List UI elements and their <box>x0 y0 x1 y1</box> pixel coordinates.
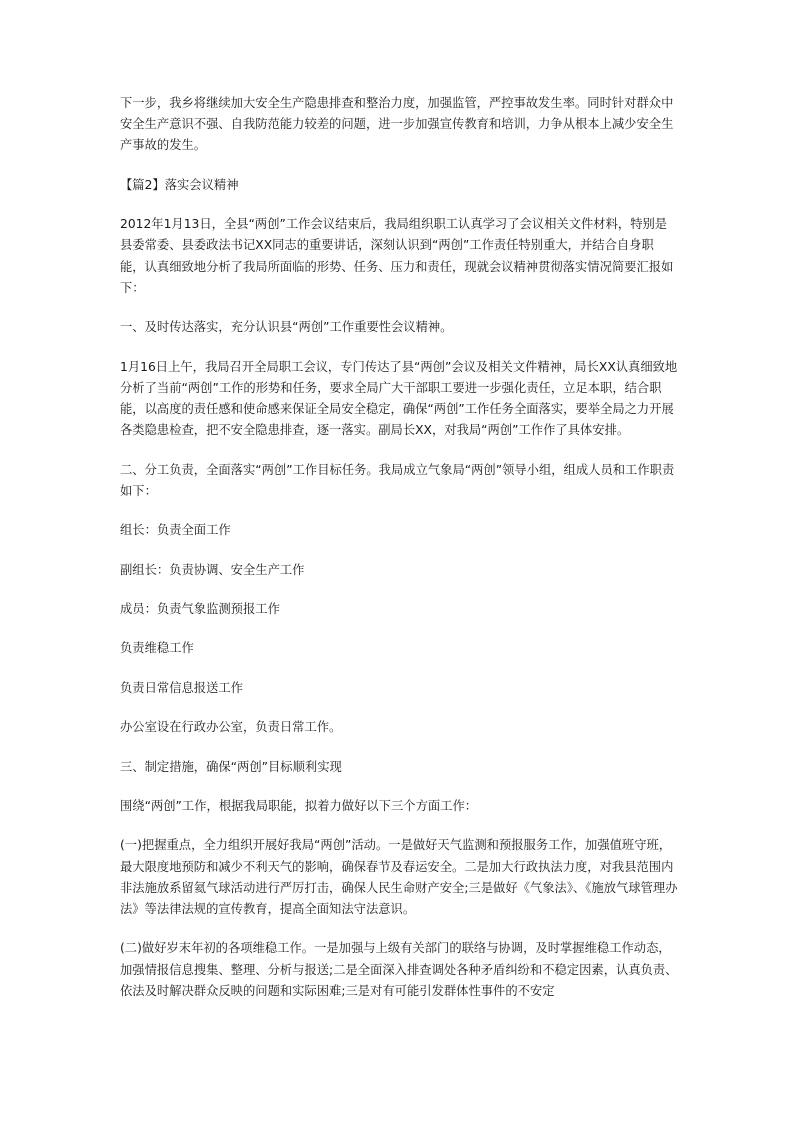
section-heading-part-2: 【篇2】落实会议精神 <box>120 177 239 192</box>
heading-point-3: 三、制定措施，确保“两创”目标顺利实现 <box>120 759 342 774</box>
heading-point-2: 二、分工负责，全面落实“两创”工作目标任务。我局成立气象局“两创”领导小组，组成人员和工作职责如下： <box>120 462 675 498</box>
role-member: 成员：负责气象监测预报工作 <box>120 601 280 616</box>
paragraph-sub-point-2: (二)做好岁末年初的各项维稳工作。一是加强与上级有关部门的联络与协调，及时掌握维稳工作动态，加强情报信息搜集、整理、分析与报送;二是全面深入排查调处各种矛盾纠纷和不稳定因素，认真负责、依法及时解决群众反映的问题和实际困难;三是对有可能引发群体性事件的不安定 <box>120 941 678 998</box>
heading-point-1: 一、及时传达落实，充分认识县“两创”工作重要性会议精神。 <box>120 320 453 335</box>
office-location: 办公室设在行政办公室，负责日常工作。 <box>120 720 342 735</box>
paragraph-closing-intro: 下一步，我乡将继续加大安全生产隐患排查和整治力度，加强监管，严控事故发生率。同时针对群众中安全生产意识不强、自我防范能力较差的问题，进一步加强宣传教育和培训，力争从根本上减少安全生产事故的发生。 <box>120 96 674 153</box>
role-leader: 组长：负责全面工作 <box>120 523 231 538</box>
role-stability: 负责维稳工作 <box>120 641 194 656</box>
paragraph-sub-point-1: (一)把握重点，全力组织开展好我局“两创”活动。一是做好天气监测和预报服务工作，加强值班守班，最大限度地预防和减少不利天气的影响，确保春节及春运安全。二是加大行政执法力度，对我县范围内非法施放系留氦气球活动进行严厉打击，确保人民生命财产安全;三是做好《气象法》、《施放气球管理办法》等法律法规的宣传教育，提高全面知法守法意识。 <box>120 838 678 916</box>
paragraph-staff-meeting: 1月16日上午，我局召开全局职工会议，专门传达了县“两创”会议及相关文件精神，局长XX认真细致地分析了当前“两创”工作的形势和任务，要求全局广大干部职工要进一步强化责任，立足本职，结合职能，以高度的责任感和使命感来保证全局安全稳定，确保“两创”工作任务全面落实，要举全局之力开展各类隐患检查，把不安全隐患排查，逐一落实。副局长XX，对我局“两创”工作作了具体安排。 <box>120 359 678 438</box>
paragraph-three-aspects: 围绕“两创”工作，根据我局职能，拟着力做好以下三个方面工作： <box>120 798 478 813</box>
role-deputy-leader: 副组长：负责协调、安全生产工作 <box>120 562 305 577</box>
role-reporting: 负责日常信息报送工作 <box>120 680 243 695</box>
paragraph-meeting-summary: 2012年1月13日，全县“两创”工作会议结束后，我局组织职工认真学习了会议相关文件材料，特别是县委常委、县委政法书记XX同志的重要讲话，深刻认识到“两创”工作责任特别重大，并结合自身职能，认真细致地分析了我局所面临的形势、任务、压力和责任，现就会议精神贯彻落实情况简要汇报如下： <box>120 217 674 295</box>
document-body <box>120 93 678 1020</box>
